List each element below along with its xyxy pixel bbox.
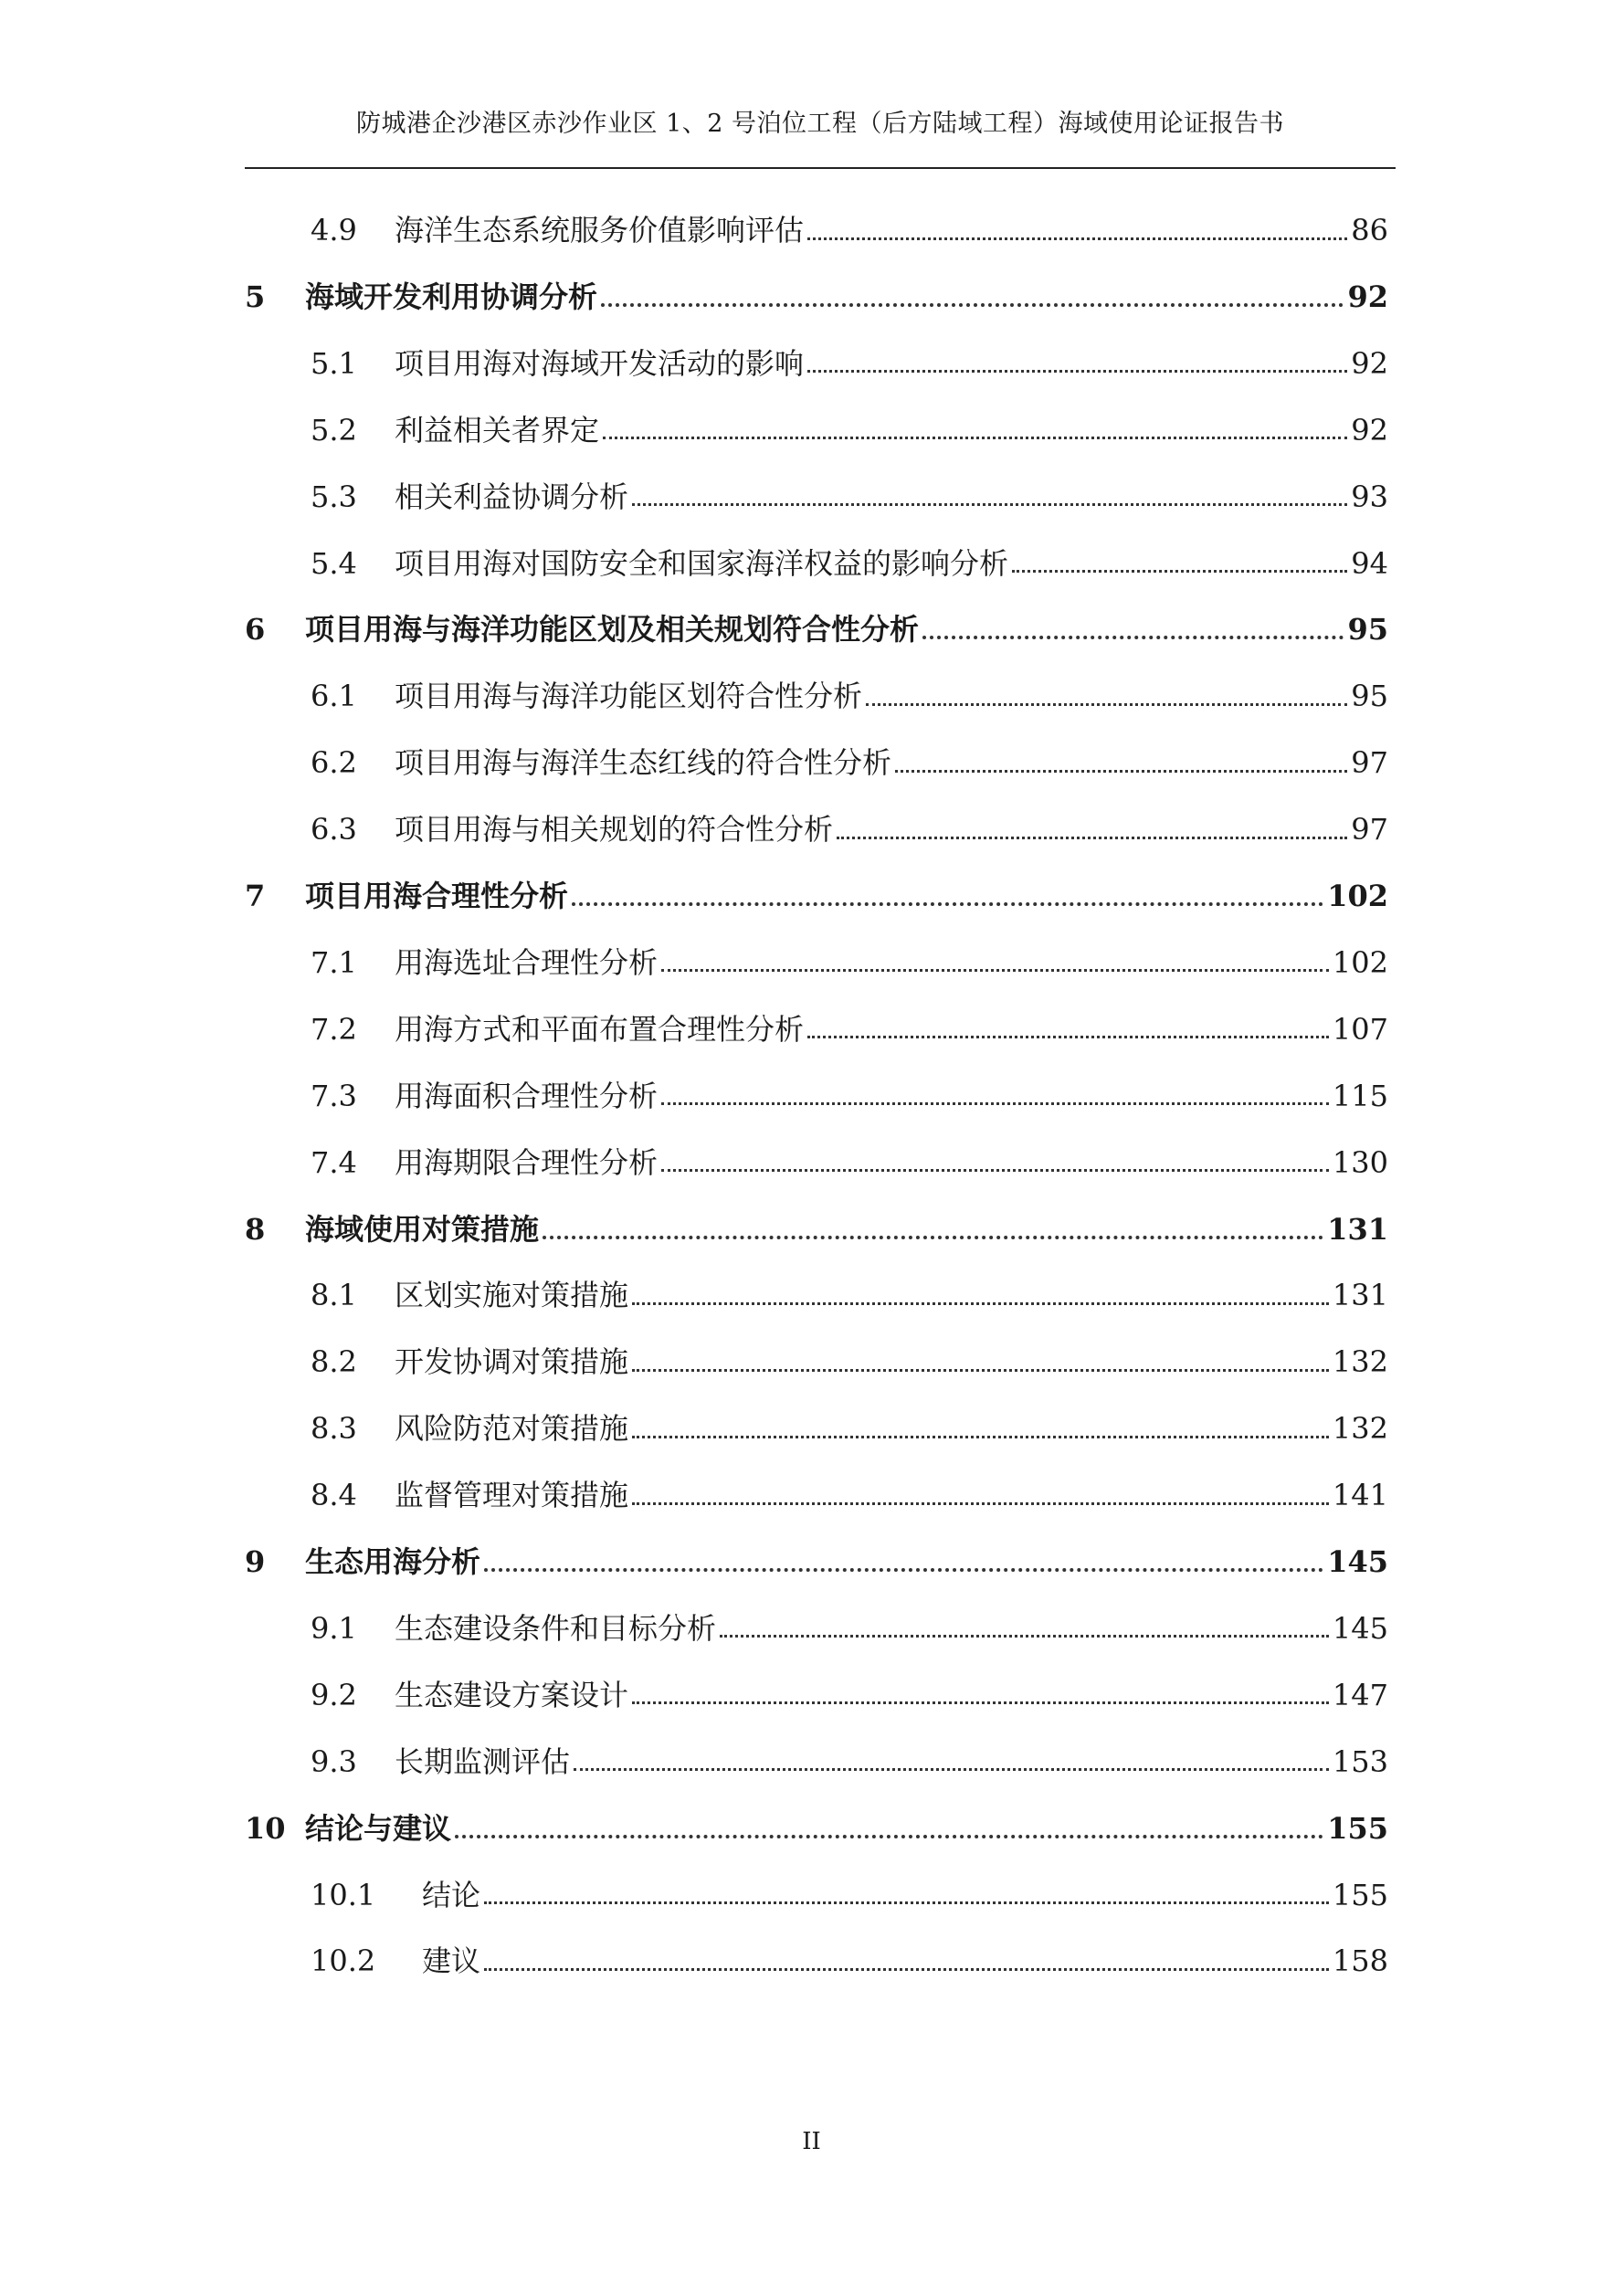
toc-entry-title: 区划实施对策措施	[395, 1278, 629, 1313]
toc-entry-title: 项目用海与海洋功能区划及相关规划符合性分析	[305, 612, 920, 648]
toc-dot-leader	[866, 703, 1347, 706]
toc-section-entry[interactable]	[311, 341, 1388, 386]
toc-entry-number: 8.4	[311, 1478, 357, 1513]
toc-dot-leader	[484, 1968, 1329, 1971]
toc-entry-number: 8.2	[311, 1344, 357, 1380]
toc-entry-number: 5	[245, 279, 266, 314]
toc-entry-number: 4.9	[311, 213, 357, 248]
toc-section-entry[interactable]	[311, 1272, 1388, 1318]
toc-dot-leader	[572, 902, 1323, 906]
toc-entry-number: 8.1	[311, 1278, 357, 1313]
toc-entry-title: 建议	[422, 1943, 481, 1979]
toc-entry-title: 用海方式和平面布置合理性分析	[395, 1011, 805, 1047]
toc-entry-page: 92	[1351, 345, 1388, 381]
toc-entry-title: 项目用海与相关规划的符合性分析	[395, 812, 834, 848]
running-header: 防城港企沙港区赤沙作业区 1、2 号泊位工程（后方陆域工程）海域使用论证报告书	[355, 110, 1285, 138]
toc-entry-title: 用海面积合理性分析	[395, 1078, 659, 1113]
toc-entry-title: 用海选址合理性分析	[395, 944, 659, 980]
toc-entry-title: 结论	[422, 1877, 481, 1912]
toc-dot-leader	[632, 1701, 1329, 1704]
toc-entry-page: 97	[1351, 745, 1388, 781]
toc-entry-number: 9.2	[311, 1677, 357, 1712]
toc-entry-page: 115	[1332, 1078, 1388, 1113]
toc-dot-leader	[922, 636, 1344, 639]
toc-entry-page: 155	[1332, 1877, 1388, 1912]
toc-entry-number: 10.2	[311, 1943, 376, 1979]
header-rule	[245, 167, 1396, 169]
toc-entry-number: 7.2	[311, 1011, 357, 1047]
toc-entry-page: 132	[1332, 1411, 1388, 1447]
toc-section-entry[interactable]	[311, 940, 1388, 985]
toc-entry-page: 145	[1327, 1544, 1388, 1579]
toc-entry-page: 131	[1327, 1211, 1388, 1247]
toc-entry-title: 监督管理对策措施	[395, 1478, 629, 1513]
toc-section-entry[interactable]	[311, 1672, 1388, 1718]
toc-dot-leader	[632, 503, 1347, 506]
toc-entry-page: 102	[1327, 879, 1388, 913]
toc-section-entry[interactable]	[311, 673, 1388, 719]
toc-dot-leader	[1012, 570, 1347, 573]
toc-entry-title: 结论与建议	[305, 1810, 452, 1846]
toc-dot-leader	[601, 303, 1344, 307]
toc-entry-title: 生态用海分析	[305, 1544, 481, 1579]
toc-entry-title: 海域开发利用协调分析	[305, 279, 598, 314]
toc-dot-leader	[574, 1768, 1329, 1771]
toc-entry-page: 147	[1332, 1677, 1388, 1712]
toc-chapter-entry[interactable]	[245, 1806, 1388, 1851]
toc-entry-title: 项目用海与海洋功能区划符合性分析	[395, 679, 863, 714]
toc-entry-number: 7.4	[311, 1144, 357, 1180]
toc-section-entry[interactable]	[311, 1339, 1388, 1385]
toc-dot-leader	[661, 1102, 1329, 1105]
toc-dot-leader	[807, 1036, 1329, 1038]
toc-section-entry[interactable]	[311, 1073, 1388, 1119]
toc-entry-title: 开发协调对策措施	[395, 1344, 629, 1380]
toc-entry-page: 94	[1351, 545, 1388, 581]
toc-entry-page: 158	[1332, 1943, 1388, 1979]
toc-dot-leader	[807, 370, 1347, 373]
toc-entry-title: 项目用海对国防安全和国家海洋权益的影响分析	[395, 545, 1009, 581]
toc-entry-page: 155	[1327, 1810, 1388, 1846]
toc-entry-page: 145	[1332, 1610, 1388, 1646]
toc-dot-leader	[895, 770, 1347, 773]
toc-entry-page: 153	[1332, 1743, 1388, 1779]
toc-dot-leader	[543, 1236, 1323, 1239]
toc-dot-leader	[484, 1568, 1323, 1572]
toc-entry-title: 项目用海合理性分析	[305, 879, 569, 913]
toc-chapter-entry[interactable]	[245, 606, 1388, 652]
toc-section-entry[interactable]	[311, 1472, 1388, 1518]
toc-entry-page: 132	[1332, 1344, 1388, 1380]
toc-section-entry[interactable]	[311, 207, 1388, 253]
toc-entry-title: 用海期限合理性分析	[395, 1144, 659, 1180]
toc-section-entry[interactable]	[311, 1606, 1388, 1651]
toc-entry-title: 生态建设方案设计	[395, 1677, 629, 1712]
toc-entry-page: 93	[1351, 479, 1388, 514]
toc-dot-leader	[632, 1436, 1329, 1438]
toc-entry-title: 项目用海与海洋生态红线的符合性分析	[395, 745, 892, 781]
toc-entry-number: 8	[245, 1211, 266, 1247]
toc-entry-title: 海域使用对策措施	[305, 1211, 540, 1247]
toc-entry-number: 9.3	[311, 1743, 357, 1779]
toc-chapter-entry[interactable]	[245, 274, 1388, 320]
toc-dot-leader	[661, 969, 1329, 972]
toc-chapter-entry[interactable]	[245, 1539, 1388, 1585]
toc-dot-leader	[484, 1901, 1329, 1904]
toc-dot-leader	[632, 1369, 1329, 1372]
toc-entry-number: 8.3	[311, 1411, 357, 1447]
toc-dot-leader	[632, 1502, 1329, 1505]
toc-dot-leader	[632, 1302, 1329, 1305]
toc-entry-number: 6	[245, 612, 266, 648]
toc-entry-title: 生态建设条件和目标分析	[395, 1610, 717, 1646]
toc-chapter-entry[interactable]	[245, 873, 1388, 919]
toc-entry-page: 95	[1347, 612, 1388, 648]
toc-entry-page: 141	[1332, 1478, 1388, 1513]
toc-entry-title: 利益相关者界定	[395, 412, 600, 448]
toc-section-entry[interactable]	[311, 806, 1388, 852]
toc-dot-leader	[807, 237, 1347, 240]
toc-dot-leader	[837, 837, 1347, 839]
toc-entry-number: 5.2	[311, 412, 357, 448]
toc-entry-number: 10.1	[311, 1877, 376, 1912]
toc-dot-leader	[661, 1169, 1329, 1172]
toc-section-entry[interactable]	[311, 1406, 1388, 1451]
toc-dot-leader	[455, 1835, 1323, 1838]
toc-section-entry[interactable]	[311, 1938, 1388, 1984]
toc-entry-page: 107	[1332, 1011, 1388, 1047]
toc-entry-title: 项目用海对海域开发活动的影响	[395, 345, 805, 381]
toc-entry-number: 6.1	[311, 679, 357, 714]
toc-section-entry[interactable]	[311, 1739, 1388, 1785]
toc-section-entry[interactable]	[311, 1140, 1388, 1185]
toc-section-entry[interactable]	[311, 1006, 1388, 1052]
toc-entry-number: 7.1	[311, 944, 357, 980]
toc-entry-number: 5.1	[311, 345, 357, 381]
toc-entry-page: 102	[1332, 944, 1388, 980]
toc-entry-page: 130	[1332, 1144, 1388, 1180]
toc-entry-title: 长期监测评估	[395, 1743, 571, 1779]
toc-entry-page: 131	[1332, 1278, 1388, 1313]
toc-chapter-entry[interactable]	[245, 1206, 1388, 1252]
toc-entry-page: 92	[1347, 279, 1388, 314]
toc-section-entry[interactable]	[311, 1872, 1388, 1918]
toc-entry-number: 7.3	[311, 1078, 357, 1113]
toc-entry-page: 95	[1351, 679, 1388, 714]
toc-entry-title: 海洋生态系统服务价值影响评估	[395, 213, 805, 248]
toc-section-entry[interactable]	[311, 474, 1388, 520]
toc-entry-page: 92	[1351, 412, 1388, 448]
page-number: II	[802, 2128, 821, 2155]
toc-entry-title: 风险防范对策措施	[395, 1411, 629, 1447]
toc-entry-number: 6.2	[311, 745, 357, 781]
toc-entry-number: 9	[245, 1544, 266, 1579]
toc-entry-title: 相关利益协调分析	[395, 479, 629, 514]
toc-entry-number: 10	[245, 1810, 286, 1846]
toc-dot-leader	[603, 437, 1347, 439]
toc-dot-leader	[720, 1635, 1329, 1638]
toc-section-entry[interactable]	[311, 740, 1388, 785]
toc-entry-number: 6.3	[311, 812, 357, 848]
toc-entry-number: 5.3	[311, 479, 357, 514]
toc-entry-number: 9.1	[311, 1610, 357, 1646]
toc-entry-number: 7	[245, 879, 266, 913]
toc-section-entry[interactable]	[311, 541, 1388, 586]
toc-section-entry[interactable]	[311, 407, 1388, 453]
toc-entry-page: 86	[1351, 213, 1388, 248]
toc-entry-page: 97	[1351, 812, 1388, 848]
toc-entry-number: 5.4	[311, 545, 357, 581]
